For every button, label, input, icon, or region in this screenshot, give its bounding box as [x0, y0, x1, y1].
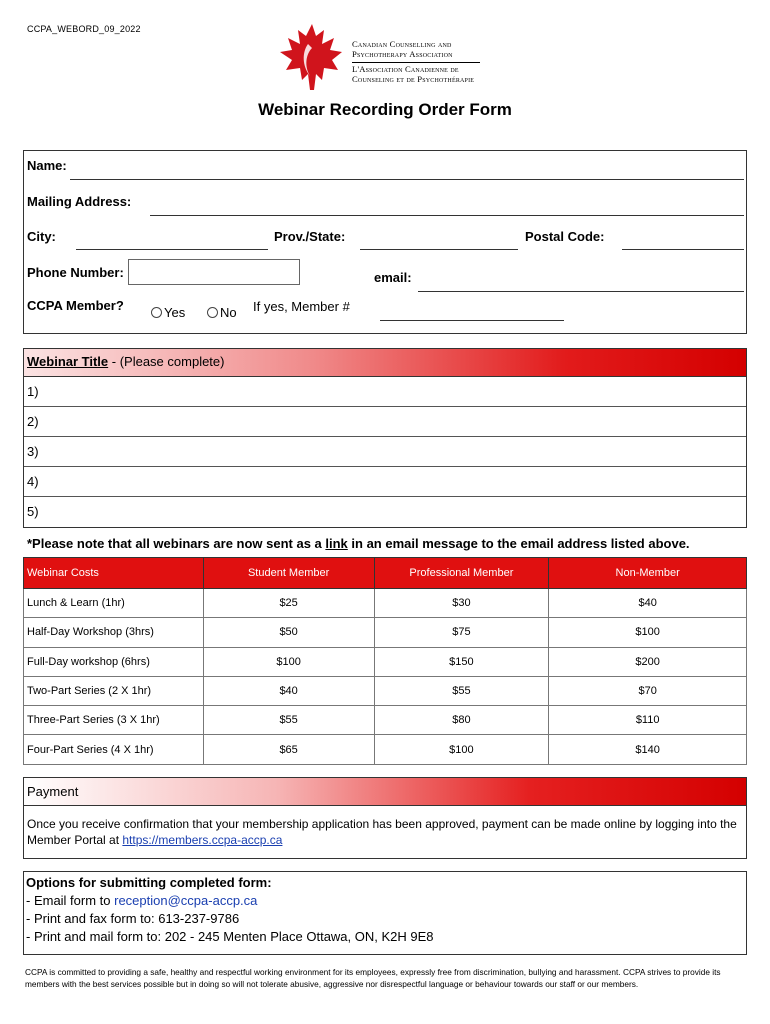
- payment-heading: Payment: [24, 778, 746, 806]
- table-cell: $150: [374, 647, 549, 676]
- table-cell: $50: [203, 618, 374, 647]
- webinar-title-row[interactable]: 5): [27, 504, 39, 519]
- prov-state-label: Prov./State:: [274, 229, 346, 244]
- member-number-label: If yes, Member #: [253, 299, 350, 314]
- table-cell: $25: [203, 589, 374, 618]
- table-cell: Four-Part Series (4 X 1hr): [24, 735, 204, 764]
- table-row: [24, 647, 747, 676]
- table-row: [24, 676, 747, 705]
- name-label: Name:: [27, 158, 67, 173]
- city-field[interactable]: [76, 249, 268, 250]
- column-header: Student Member: [203, 558, 374, 589]
- ccpa-logo: [272, 22, 492, 92]
- member-portal-link[interactable]: https://members.ccpa-accp.ca: [122, 833, 283, 847]
- option-email: - Email form to reception@ccpa-accp.ca: [26, 893, 258, 908]
- member-number-field[interactable]: [380, 320, 564, 321]
- webinar-title-row[interactable]: 4): [24, 467, 746, 497]
- phone-number-input[interactable]: [128, 259, 300, 285]
- webinar-costs-table: [23, 557, 747, 765]
- option-fax: - Print and fax form to: 613-237-9786: [26, 911, 240, 926]
- option-mail: - Print and mail form to: 202 - 245 Menten Place Ottawa, ON, K2H 9E8: [26, 929, 434, 944]
- table-cell: $100: [374, 735, 549, 764]
- table-cell: $40: [203, 676, 374, 705]
- table-cell: $140: [549, 735, 747, 764]
- table-cell: $70: [549, 676, 747, 705]
- postal-code-field[interactable]: [622, 249, 744, 250]
- table-cell: Two-Part Series (2 X 1hr): [24, 676, 204, 705]
- name-field[interactable]: [70, 179, 744, 180]
- webinar-title-heading: Webinar Title - (Please complete): [24, 349, 746, 377]
- radio-circle-icon: [207, 307, 218, 318]
- page-title: Webinar Recording Order Form: [258, 100, 512, 119]
- column-header: Non-Member: [549, 558, 747, 589]
- document-code: CCPA_WEBORD_09_2022: [27, 24, 141, 34]
- maple-leaf-icon: [272, 22, 350, 92]
- webinar-title-row[interactable]: 3): [24, 437, 746, 467]
- table-cell: $110: [549, 706, 747, 735]
- payment-section: [23, 777, 747, 859]
- table-cell: $200: [549, 647, 747, 676]
- options-title: Options for submitting completed form:: [26, 875, 272, 890]
- table-row: [24, 589, 747, 618]
- logo-text-en: Canadian Counselling and Psychotherapy Association: [352, 39, 453, 59]
- prov-state-field[interactable]: [360, 249, 518, 250]
- table-row: [24, 735, 747, 764]
- delivery-note: *Please note that all webinars are now sent as a link in an email message to the email address listed above.: [27, 536, 690, 551]
- email-label: email:: [374, 270, 412, 285]
- mailing-address-label: Mailing Address:: [27, 194, 132, 209]
- email-field[interactable]: [418, 291, 744, 292]
- table-cell: $40: [549, 589, 747, 618]
- table-cell: $30: [374, 589, 549, 618]
- table-cell: $55: [374, 676, 549, 705]
- table-cell: $75: [374, 618, 549, 647]
- column-header: Webinar Costs: [24, 558, 204, 589]
- table-cell: $100: [549, 618, 747, 647]
- city-label: City:: [27, 229, 56, 244]
- contact-section: [23, 150, 747, 334]
- webinar-title-section: [23, 348, 747, 528]
- member-yes-radio[interactable]: Yes: [151, 305, 185, 320]
- payment-instructions: Once you receive confirmation that your membership application has been approved, payment can be made online by logging into the Member Portal at https://members.ccpa-accp.ca: [27, 817, 737, 847]
- table-cell: $100: [203, 647, 374, 676]
- radio-circle-icon: [151, 307, 162, 318]
- logo-text-fr: L'Association Canadienne de Counseling et de Psychothérapie: [352, 64, 475, 84]
- table-header-row: [24, 558, 747, 589]
- webinar-title-row[interactable]: 1): [24, 377, 746, 407]
- table-cell: Half-Day Workshop (3hrs): [24, 618, 204, 647]
- table-row: [24, 706, 747, 735]
- table-cell: $55: [203, 706, 374, 735]
- table-cell: Full-Day workshop (6hrs): [24, 647, 204, 676]
- ccpa-member-label: CCPA Member?: [27, 298, 124, 313]
- member-no-radio[interactable]: No: [207, 305, 237, 320]
- footer-policy-text: CCPA is committed to providing a safe, healthy and respectful working environment for its employees, expressly free from discrimination, bullying and harassment. CCPA strives to provide its members with the best services possible but in doing so will not tolerate abusive, aggressive nor disrespectful language or behaviour towards our staff or our members.: [25, 967, 721, 989]
- table-cell: $80: [374, 706, 549, 735]
- webinar-title-instruction: - (Please complete): [108, 354, 225, 369]
- reception-email-link[interactable]: reception@ccpa-accp.ca: [114, 893, 258, 908]
- mailing-address-field[interactable]: [150, 215, 744, 216]
- table-cell: $65: [203, 735, 374, 764]
- phone-number-label: Phone Number:: [27, 265, 124, 280]
- table-cell: Three-Part Series (3 X 1hr): [24, 706, 204, 735]
- column-header: Professional Member: [374, 558, 549, 589]
- table-cell: Lunch & Learn (1hr): [24, 589, 204, 618]
- table-row: [24, 618, 747, 647]
- webinar-title-row[interactable]: 2): [24, 407, 746, 437]
- submission-options-section: [23, 871, 747, 955]
- logo-divider: [352, 62, 480, 63]
- postal-code-label: Postal Code:: [525, 229, 605, 244]
